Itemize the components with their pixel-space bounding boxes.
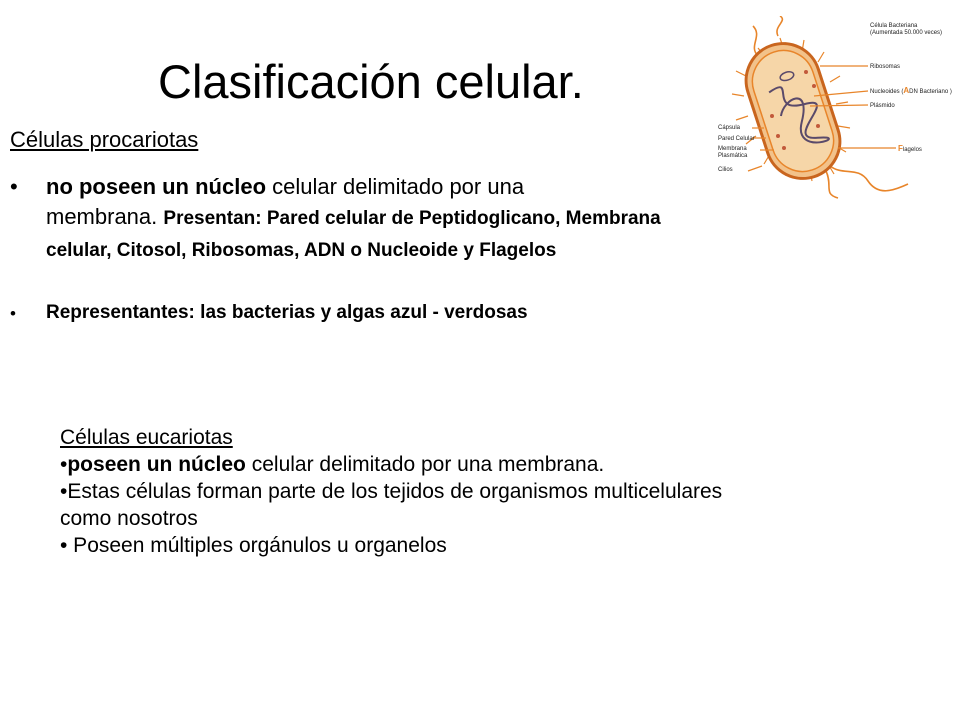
nucleo-bold: no poseen un núcleo [46,174,267,199]
eucariotas-line-2: •Estas células forman parte de los tejidos de organismos multicelulares [60,480,723,503]
bullet1-presentan: Presentan: Pared celular de Peptidoglicano, Membrana [163,208,661,229]
label-aumentada: (Aumentada 50.000 veces) [870,30,943,36]
bullet-icon: • [10,304,16,323]
eucariotas-line-4: • Poseen múltiples orgánulos u organelos [60,534,447,557]
eucariotas-line-1: •poseen un núcleo celular delimitado por una membrana. [60,453,605,476]
eucariotas-nucleo-bold: poseen un núcleo [67,453,246,476]
cell-body [736,34,849,188]
label-plasmatica: Plasmática [718,153,748,159]
label-membrana: Membrana [718,146,747,152]
label-nucleoides: Nucleoides (ADN Bacteriano ) [870,86,952,95]
bullet1-line3: celular, Citosol, Ribosomas, ADN o Nucleoide y Flagelos [46,240,557,261]
procariotas-bullet-2 [10,300,528,326]
label-celula-bacteriana: Célula Bacteriana [870,23,918,29]
label-plasmido: Plásmido [870,103,895,109]
label-flagelos: Flagelos [898,144,922,153]
label-ribosomas: Ribosomas [870,64,901,70]
procariotas-heading: Células procariotas [10,127,199,152]
bullet1-line1-rest: celular delimitado por una [266,174,525,199]
label-pared-celular: Pared Celular [718,136,755,142]
eucariotas-line-3: como nosotros [60,507,198,530]
eucariotas-heading: Células eucariotas [60,426,233,449]
slide-title: Clasificación celular. [158,55,584,108]
procariotas-bullet-1 [10,172,930,266]
bullet1-line2-normal: membrana. [46,204,164,229]
label-capsula: Cápsula [718,125,741,131]
representantes-text: Representantes: las bacterias y algas azul - verdosas [46,302,528,323]
label-cilios: Cilios [718,167,733,173]
eucariotas-line-1-rest: celular delimitado por una membrana. [245,453,605,476]
eucariotas-section [60,424,940,559]
bullet-icon: • [10,174,18,199]
